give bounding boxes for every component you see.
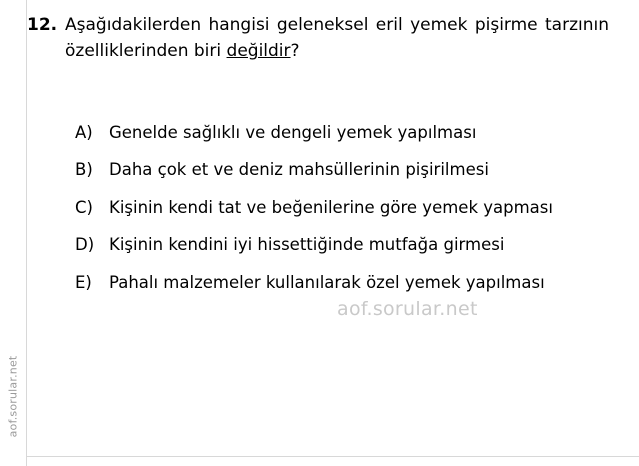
bottom-divider bbox=[27, 456, 639, 457]
option-d-letter: D) bbox=[75, 235, 95, 255]
option-b-text: Daha çok et ve deniz mahsüllerinin pişirilmesi bbox=[109, 160, 489, 180]
question-block bbox=[27, 12, 627, 65]
option-e-text: Pahalı malzemeler kullanılarak özel yemek yapılması bbox=[109, 272, 545, 292]
option-a[interactable] bbox=[75, 120, 627, 146]
question-text bbox=[65, 12, 627, 65]
option-c[interactable] bbox=[75, 195, 627, 221]
option-e-letter: E) bbox=[75, 272, 92, 292]
left-sidebar-strip bbox=[0, 0, 27, 466]
question-page bbox=[27, 0, 639, 466]
option-c-text: Kişinin kendi tat ve beğenilerine göre yemek yapması bbox=[109, 197, 553, 217]
option-a-text: Genelde sağlıklı ve dengeli yemek yapılması bbox=[109, 123, 477, 142]
sidebar-watermark: aof.sorular.net bbox=[6, 355, 20, 438]
question-text-part1: Aşağıdakilerden hangisi geleneksel eril yemek pişirme tarzının özelliklerinden biri bbox=[65, 15, 609, 62]
option-b-letter: B) bbox=[75, 160, 93, 180]
question-text-part2: ? bbox=[290, 41, 300, 62]
option-c-letter: C) bbox=[75, 197, 93, 217]
center-watermark: aof.sorular.net bbox=[337, 298, 478, 320]
option-e[interactable] bbox=[75, 270, 627, 296]
question-number: 12. bbox=[27, 15, 58, 35]
option-b[interactable] bbox=[75, 157, 627, 183]
question-text-underlined: değildir bbox=[226, 41, 291, 62]
option-d[interactable] bbox=[75, 232, 627, 258]
option-d-text: Kişinin kendini iyi hissettiğinde mutfağa girmesi bbox=[109, 235, 505, 255]
options-list bbox=[75, 120, 627, 307]
option-a-letter: A) bbox=[75, 123, 93, 142]
